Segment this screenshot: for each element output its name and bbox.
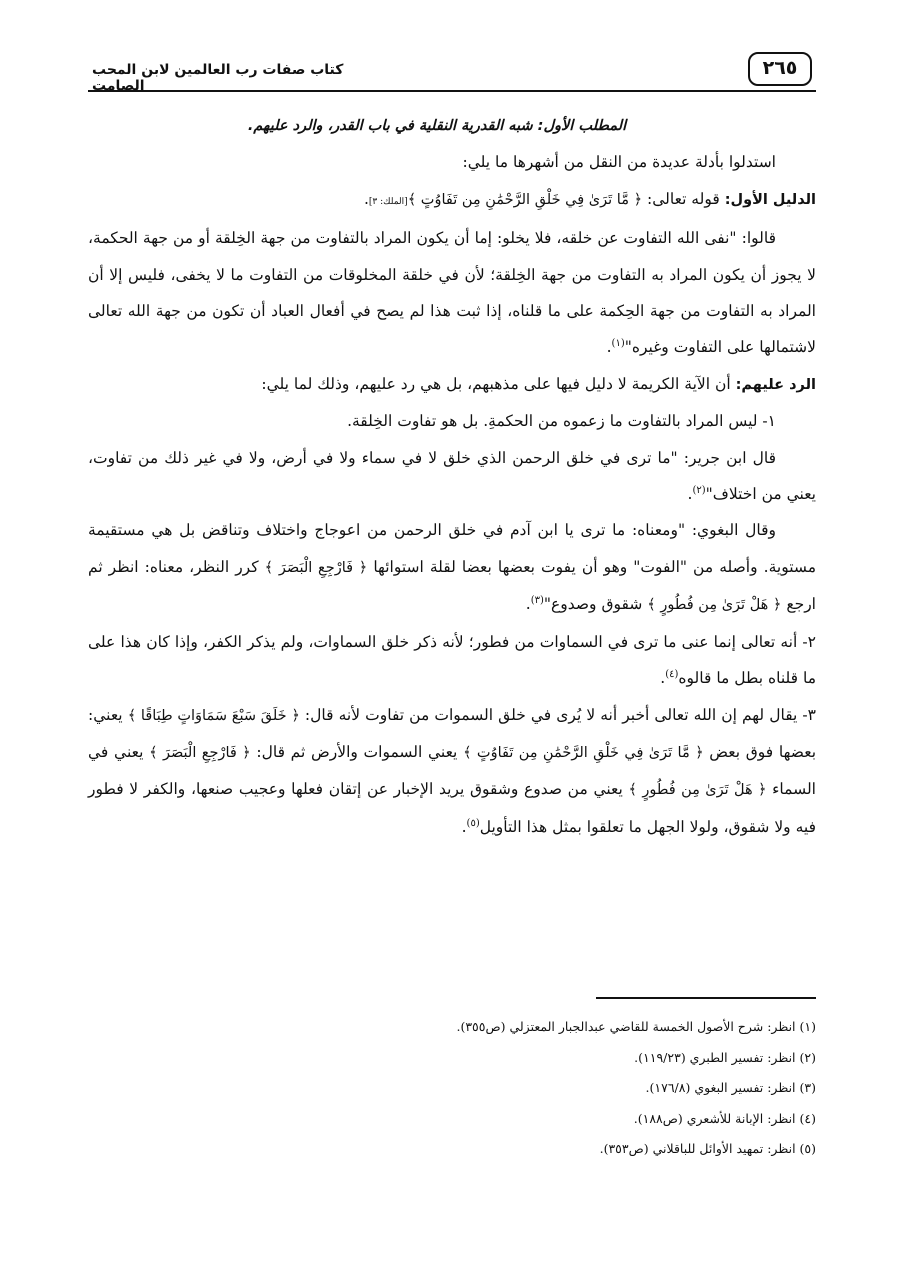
footnote-ref: (٣): [530, 595, 544, 607]
section-title: المطلب الأول: شبه القدرية النقلية في باب القدر، والرد عليهم.: [247, 118, 627, 134]
baghawi-text: كرر النظر، معناه: انظر ثم ارجع: [88, 557, 816, 614]
footnote-ref: (٤): [665, 668, 679, 680]
ibn-jarir-text: قال ابن جرير: "ما ترى في خلق الرحمن الذي خلق لا في سماء ولا في أرض، ولا في غير ذلك من تفاوت، يعني من اختلاف": [88, 448, 816, 504]
evidence-one-text: قوله تعالى:: [642, 189, 725, 208]
main-text: [88, 108, 816, 845]
their-saying-text: قالوا: "نفى الله التفاوت عن خلقه، فلا يخلو: إما أن يكون المراد بالتفاوت من جهة الخِلقة أو من جهة الحكمة، لا يجوز أن يكون المراد به التفاوت من جهة الخِلقة؛ لأن في خلقة المخلوقات من التفاوت ما لا يخفى، فليس إلا أن المراد به التفاوت من جهة الحِكمة على ما قلناه، إذا ثبت هذا لم يصح في أفعال العباد أن تكون من جهة الله تعالى لاشتمالها على التفاوت وغيره": [88, 229, 816, 357]
footnote-ref: (٢): [692, 484, 706, 496]
quran-verse: ﴿ فَارْجِعِ الْبَصَرَ ﴾: [264, 559, 368, 576]
footnotes: [88, 1012, 816, 1165]
their-saying-paragraph: قالوا: "نفى الله التفاوت عن خلقه، فلا يخلو: إما أن يكون المراد بالتفاوت من جهة الخِلقة أو من جهة الحكمة، لا يجوز أن يكون المراد به التفاوت من جهة الخِلقة؛ لأن في خلقة المخلوقات من التفاوت ما لا يخفى، فليس إلا أن المراد به التفاوت من جهة الحِكمة على ما قلناه، إذا ثبت هذا لم يصح في أفعال العباد أن تكون من جهة الله تعالى لاشتمالها على التفاوت وغيره"$^{(١)}$.: [88, 229, 816, 357]
baghawi-paragraph: وقال البغوي: "ومعناه: ما ترى يا ابن آدم في خلق الرحمن من اعوجاج واختلاف وتناقض بل هي مستقيمة مستوية. وأصله من "الفوت" وهو أن يفوت بعضها بعضا لقلة استوائها ﴿ فَارْجِعِ الْبَصَرَ ﴾ كرر النظر، معناه: انظر ثم ارجع ﴿ هَلْ تَرَىٰ مِن فُطُورٍ ﴾ شقوق وصدوع"$^{(٣)}$.: [88, 521, 817, 614]
sura-reference: [الملك: ٣]: [368, 196, 408, 207]
footnote-item: (٢) انظر: تفسير الطبري (١١٩/٢٣).: [634, 1049, 816, 1065]
quran-verse: ﴿ مَّا تَرَىٰ فِي خَلْقِ الرَّحْمَٰنِ مِن تَفَاوُتٍ ﴾: [463, 744, 704, 761]
ibn-jarir-paragraph: قال ابن جرير: "ما ترى في خلق الرحمن الذي خلق لا في سماء ولا في أرض، ولا في غير ذلك من تفاوت، يعني من اختلاف"$^{(٢)}$.: [88, 448, 816, 504]
point-three-text: يعني: بعضها فوق بعض: [88, 705, 817, 761]
point-three-text: يعني في السماء: [88, 742, 816, 799]
footnote-item: (١) انظر: شرح الأصول الخمسة للقاضي عبدالجبار المعتزلي (ص٣٥٥).: [456, 1019, 816, 1034]
point-two: ٢- أنه تعالى إنما عنى ما ترى في السماوات من فطور؛ لأنه ذكر خلق السماوات، ولم يذكر الكفر، وإذا كان هذا على ما قلناه بطل ما قالوه$^{(٤)}$.: [88, 632, 816, 688]
reply-paragraph: [88, 366, 816, 403]
quran-verse: ﴿ خَلَقَ سَبْعَ سَمَاوَاتٍ طِبَاقًا ﴾: [127, 707, 300, 724]
point-three-text: ٣- يقال لهم إن الله تعالى أخبر أنه لا يُرى في خلق السموات من تفاوت لأنه قال:: [299, 705, 816, 724]
intro-paragraph: استدلوا بأدلة عديدة من النقل من أشهرها ما يلي:: [462, 153, 776, 172]
point-one: ١- ليس المراد بالتفاوت ما زعموه من الحكمةِ. بل هو تفاوت الخِلقة.: [347, 412, 776, 431]
point-three-text: يعني من صدوع وشقوق يريد الإخبار عن إتقان فعلها وعجيب صنعها، والكفر لا فطور فيه ولا شقوق، ولولا الجهل ما تعلقوا بمثل هذا التأويل: [88, 780, 816, 836]
reply-text: أن الآية الكريمة لا دليل فيها على مذهبهم، بل هي رد عليهم، وذلك لما يلي:: [261, 374, 736, 393]
baghawi-text: وقال البغوي: "ومعناه: ما ترى يا ابن آدم في خلق الرحمن من اعوجاج واختلاف وتناقض بل هي مستقيمة مستوية. وأصله من "الفوت" وهو أن يفوت بعضها بعضا لقلة استوائها: [88, 521, 817, 576]
book-title: كتاب صفات رب العالمين لابن المحب الصامت: [92, 62, 344, 94]
quran-verse: ﴿ هَلْ تَرَىٰ مِن فُطُورٍ ﴾: [647, 597, 782, 614]
quran-verse: ﴿ فَارْجِعِ الْبَصَرَ ﴾: [149, 744, 251, 761]
quran-verse: ﴿ هَلْ تَرَىٰ مِن فُطُورٍ ﴾: [628, 782, 767, 799]
point-three-text: يعني السموات والأرض ثم قال:: [250, 742, 464, 761]
baghawi-text: شقوق وصدوع": [543, 595, 648, 614]
footnote-divider: [596, 997, 816, 999]
reply-lead: الرد عليهم:: [735, 376, 816, 393]
footnote-item: (٣) انظر: تفسير البغوي (١٧٦/٨).: [645, 1080, 816, 1095]
footnote-item: (٤) انظر: الإبانة للأشعري (ص١٨٨).: [633, 1110, 816, 1126]
point-three: ٣- يقال لهم إن الله تعالى أخبر أنه لا يُرى في خلق السموات من تفاوت لأنه قال: ﴿ خَلَقَ سَبْعَ سَمَاوَاتٍ طِبَاقًا ﴾ يعني: بعضها فوق بعض ﴿ مَّا تَرَىٰ فِي خَلْقِ الرَّحْمَٰنِ مِن تَفَاوُتٍ ﴾ يعني السموات والأرض ثم قال: ﴿ فَارْجِعِ الْبَصَرَ ﴾ يعني في السماء ﴿ هَلْ تَرَىٰ مِن فُطُورٍ ﴾ يعني من صدوع وشقوق يريد الإخبار عن إتقان فعلها وعجيب صنعها، والكفر لا فطور فيه ولا شقوق، ولولا الجهل ما تعلقوا بمثل هذا التأويل$^{(٥)}$.: [88, 705, 817, 836]
page-number: ٢٦٥: [748, 52, 812, 86]
point-two-text: ٢- أنه تعالى إنما عنى ما ترى في السماوات من فطور؛ لأنه ذكر خلق السماوات، ولم يذكر الكفر، وإذا كان هذا على ما قلناه بطل ما قالوه: [88, 632, 816, 688]
header-divider: [88, 90, 816, 92]
footnote-ref: (٥): [466, 817, 480, 829]
footnote-item: (٥) انظر: تمهيد الأوائل للباقلاني (ص٣٥٣).: [599, 1141, 816, 1156]
quran-verse: ﴿ مَّا تَرَىٰ فِي خَلْقِ الرَّحْمَٰنِ مِن تَفَاوُتٍ ﴾: [407, 191, 643, 208]
evidence-one-paragraph: [88, 181, 816, 220]
evidence-one-lead: الدليل الأول:: [724, 191, 816, 208]
footnote-ref: (١): [611, 338, 625, 350]
period: .: [363, 189, 369, 208]
